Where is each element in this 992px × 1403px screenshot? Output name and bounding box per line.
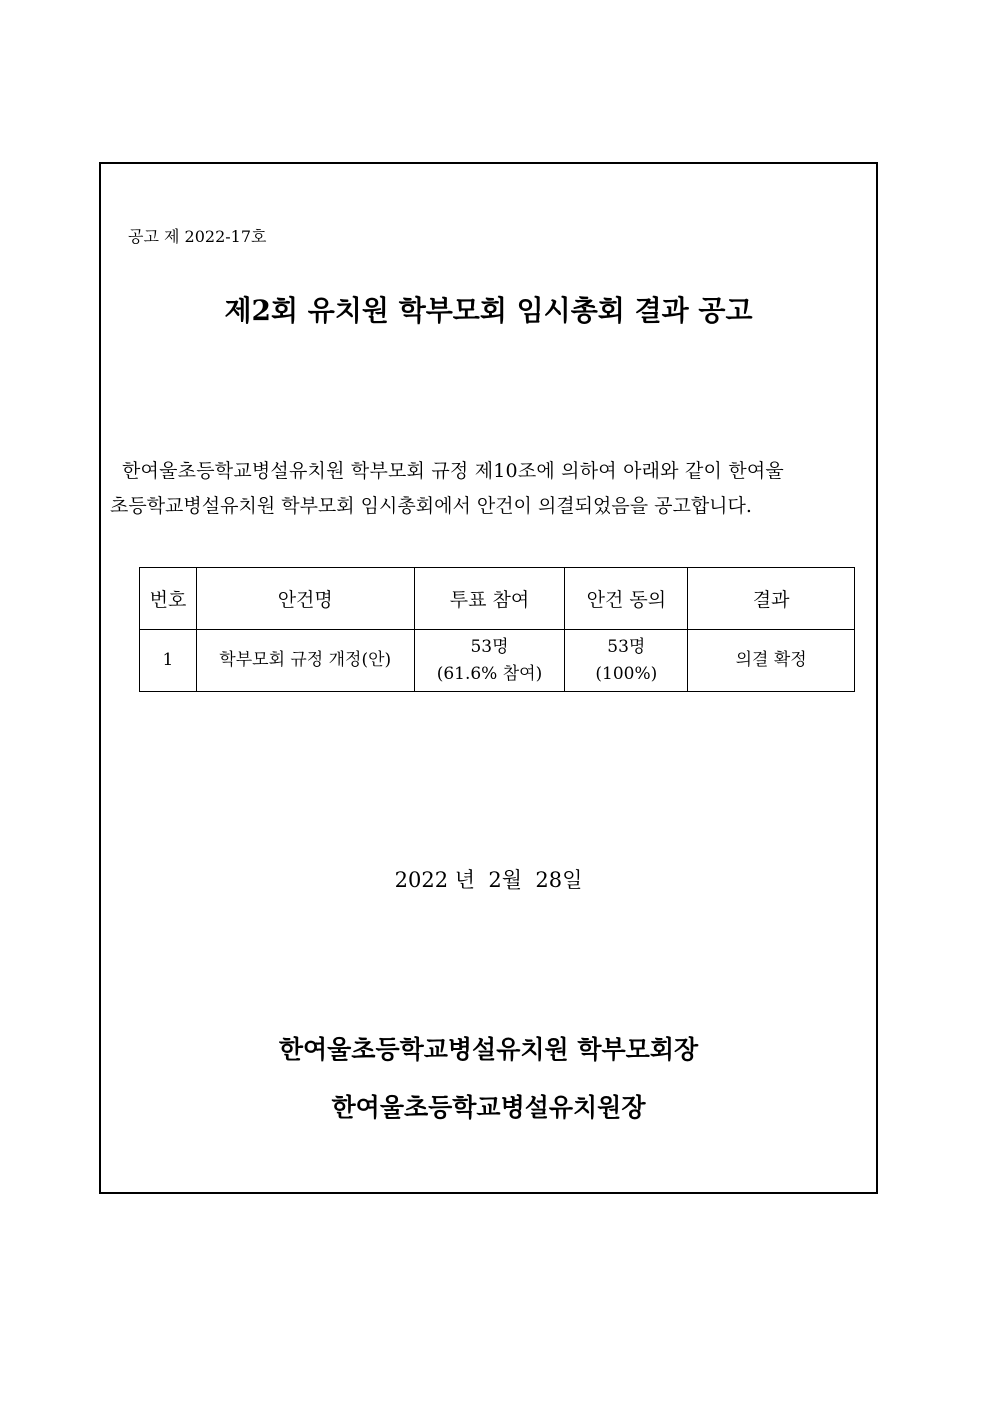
header-vote: 투표 참여 [414,568,565,630]
notice-number: 공고 제 2022-17호 [128,227,267,246]
notice-date: 2022 년 2월 28일 [394,868,583,892]
cell-agree [565,630,688,692]
header-number: 번호 [140,568,197,630]
notice-body-line-2: 초등학교병설유치원 학부모회 임시총회에서 안건이 의결되었음을 공고합니다. [110,495,752,517]
signature-kindergarten-director: 한여울초등학교병설유치원장 [331,1093,646,1122]
notice-body-line-1: 한여울초등학교병설유치원 학부모회 규정 제10조에 의하여 아래와 같이 한여울 [122,460,784,482]
vote-count: 53명 [470,636,509,657]
notice-title: 제2회 유치원 학부모회 임시총회 결과 공고 [224,294,753,327]
header-result: 결과 [688,568,855,630]
header-agree: 안건 동의 [565,568,688,630]
signature-parents-association: 한여울초등학교병설유치원 학부모회장 [278,1035,699,1064]
notice-body [110,454,872,524]
table-header-row [140,568,855,630]
cell-result: 의결 확정 [688,630,855,692]
vote-rate: (61.6% 참여) [436,663,543,684]
cell-vote [414,630,565,692]
cell-agenda: 학부모회 규정 개정(안) [196,630,414,692]
agree-count: 53명 [607,636,646,657]
table-row [140,630,855,692]
agree-rate: (100%) [595,663,658,684]
cell-number: 1 [140,630,197,692]
notice-box [99,162,878,1194]
agenda-table [139,567,855,692]
header-agenda: 안건명 [196,568,414,630]
